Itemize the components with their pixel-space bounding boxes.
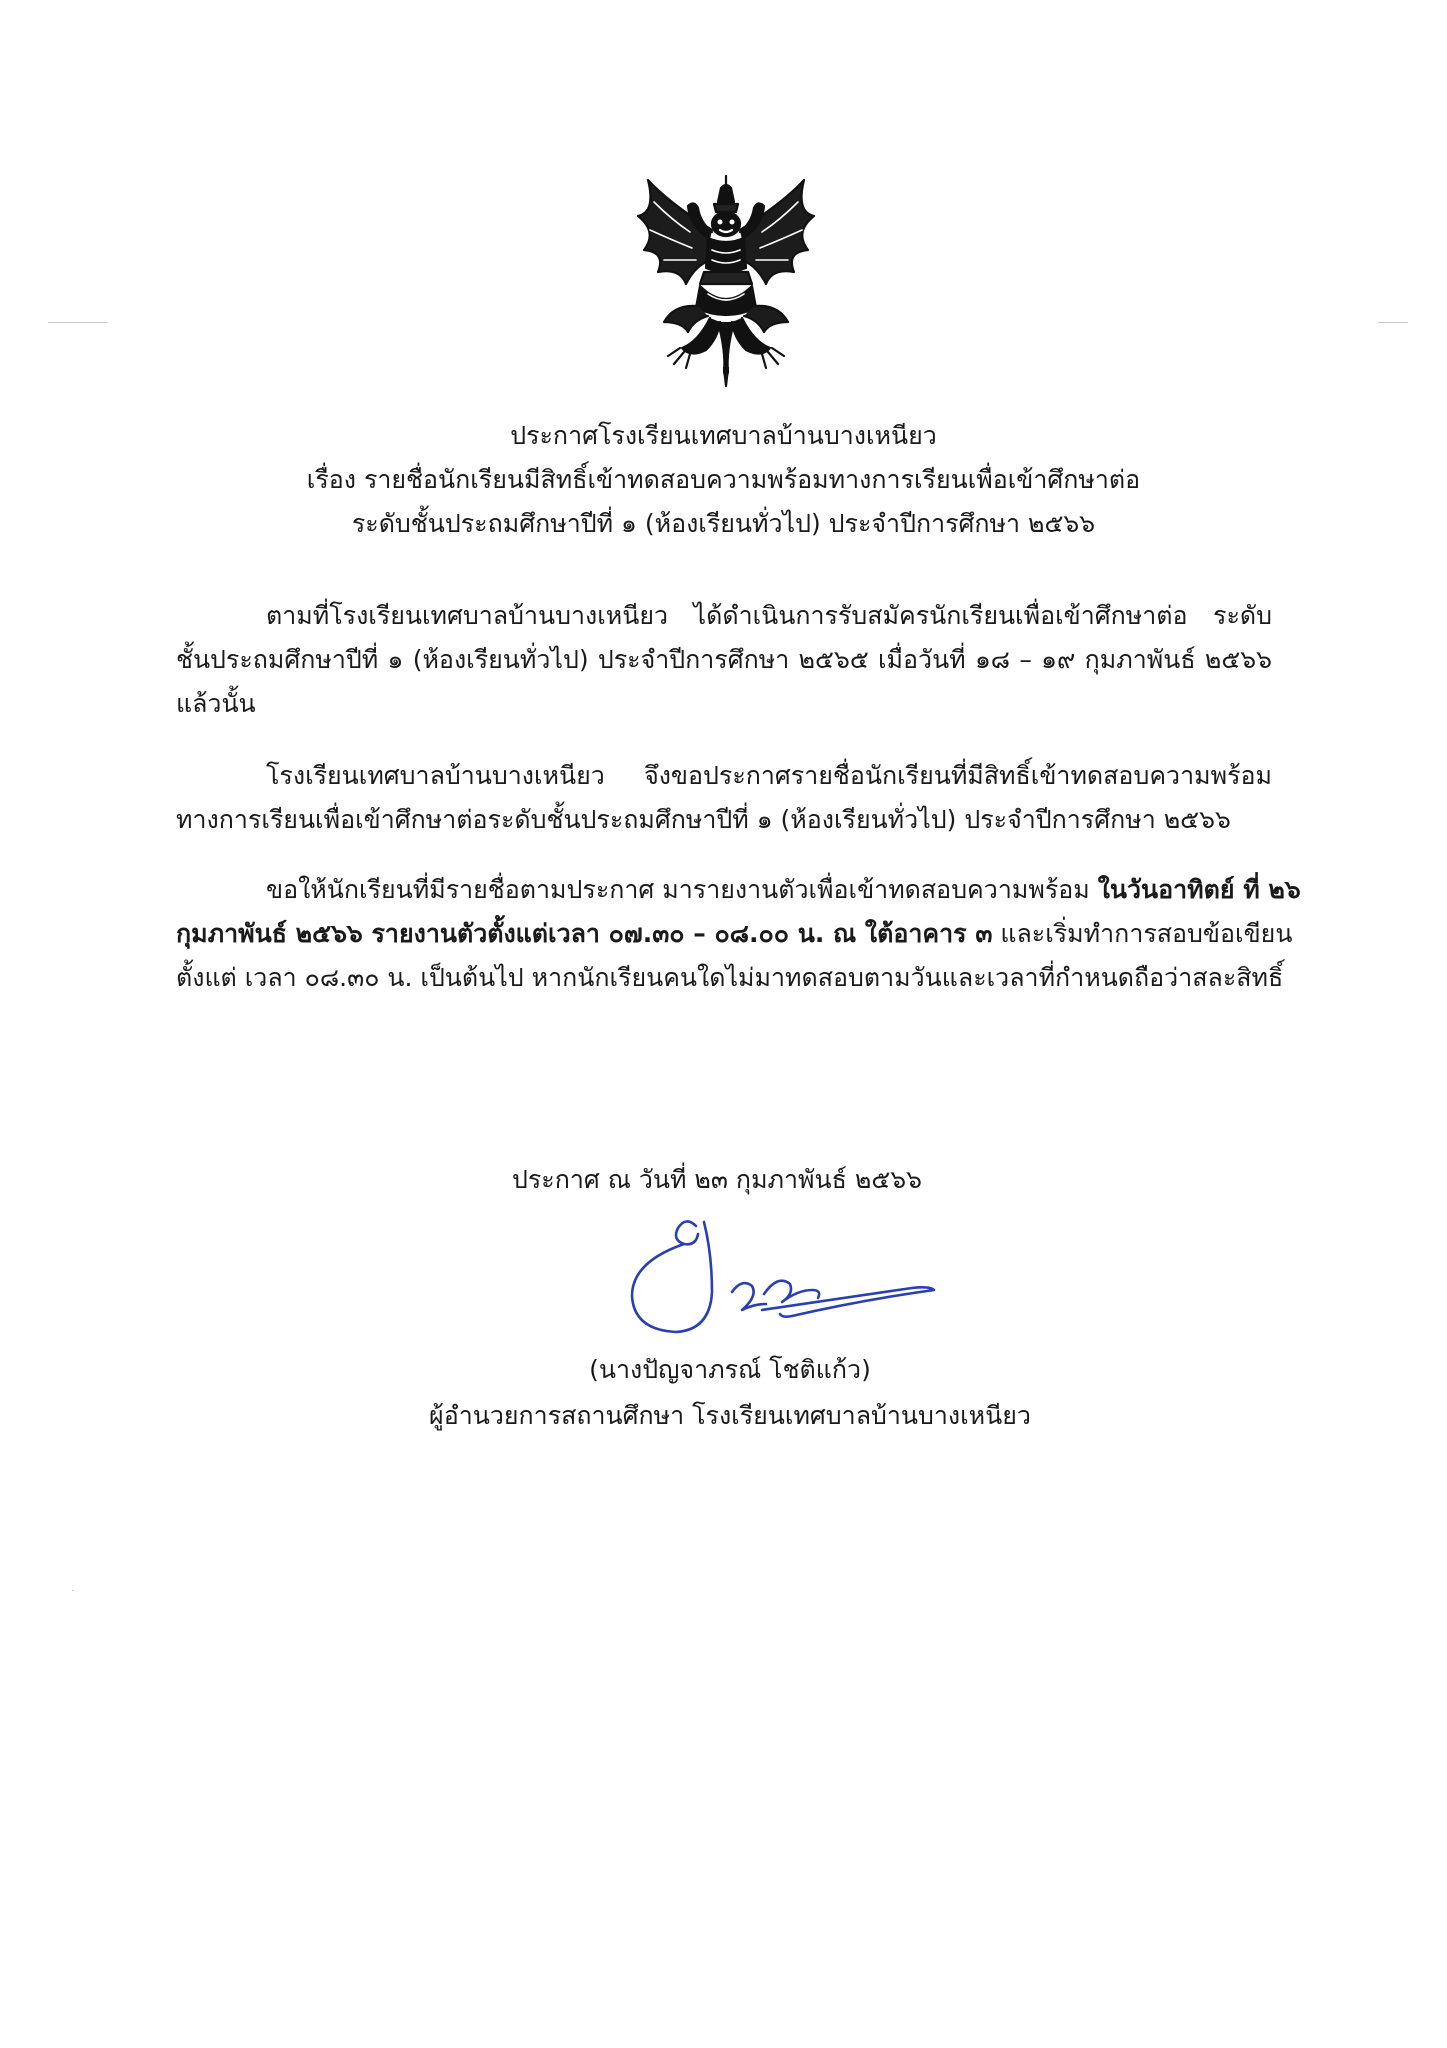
signer-name: (นางปัญจาภรณ์ โชติแก้ว): [589, 1355, 871, 1384]
paragraph-3-line-1: [176, 868, 1301, 912]
paragraph-3-line-1-text: ขอให้นักเรียนที่มีรายชื่อตามประกาศ มารายงานตัวเพื่อเข้าทดสอบความพร้อม: [266, 875, 1098, 904]
scan-speck: [1378, 322, 1408, 323]
scan-speck: [72, 1590, 74, 1591]
paragraph-1-line-2: ชั้นประถมศึกษาปีที่ ๑ (ห้องเรียนทั่วไป) ประจำปีการศึกษา ๒๕๖๕ เมื่อวันที่ ๑๘ – ๑๙ กุมภาพันธ์ ๒๕๖๖: [176, 645, 1272, 674]
paragraph-3: [176, 868, 1301, 1000]
paragraph-3-line-3: ตั้งแต่ เวลา ๐๘.๓๐ น. เป็นต้นไป หากนักเรียนคนใดไม่มาทดสอบตามวันและเวลาที่กำหนดถือว่าสละสิทธิ์: [176, 963, 1284, 992]
header-line-title: ประกาศโรงเรียนเทศบาลบ้านบางเหนียว: [510, 421, 937, 450]
paragraph-3-line-1-emphasis: ในวันอาทิตย์ ที่ ๒๖: [1097, 875, 1301, 904]
announcement-header: [180, 414, 1267, 546]
paragraph-2-line-1: โรงเรียนเทศบาลบ้านบางเหนียว จึงขอประกาศรายชื่อนักเรียนที่มีสิทธิ์เข้าทดสอบความพร้อม: [266, 761, 1272, 790]
paragraph-3-line-2-text: และเริ่มทำการสอบข้อเขียน: [992, 919, 1293, 948]
garuda-emblem-icon: [628, 172, 824, 390]
announcement-date: ประกาศ ณ วันที่ ๒๓ กุมภาพันธ์ ๒๕๖๖: [512, 1165, 922, 1194]
handwritten-signature: [612, 1208, 952, 1338]
signer-title: ผู้อำนวยการสถานศึกษา โรงเรียนเทศบาลบ้านบางเหนียว: [429, 1401, 1031, 1430]
scan-speck: [48, 322, 108, 323]
paragraph-3-line-2: [176, 912, 1293, 956]
paragraph-3-line-2-emphasis: กุมภาพันธ์ ๒๕๖๖ รายงานตัวตั้งแต่เวลา ๐๗.๓๐ – ๐๘.๐๐ น. ณ ใต้อาคาร ๓: [176, 919, 993, 948]
paragraph-1-line-1: ตามที่โรงเรียนเทศบาลบ้านบางเหนียว ได้ดำเนินการรับสมัครนักเรียนเพื่อเข้าศึกษาต่อ ระดับ: [266, 601, 1272, 630]
paragraph-2: [176, 754, 1272, 842]
paragraph-2-line-2: ทางการเรียนเพื่อเข้าศึกษาต่อระดับชั้นประถมศึกษาปีที่ ๑ (ห้องเรียนทั่วไป) ประจำปีการศึกษา ๒๕๖๖: [176, 805, 1231, 834]
paragraph-1-line-3: แล้วนั้น: [176, 689, 256, 718]
header-line-subject: เรื่อง รายชื่อนักเรียนมีสิทธิ์เข้าทดสอบความพร้อมทางการเรียนเพื่อเข้าศึกษาต่อ: [306, 465, 1141, 494]
header-line-level: ระดับชั้นประถมศึกษาปีที่ ๑ (ห้องเรียนทั่วไป) ประจำปีการศึกษา ๒๕๖๖: [351, 509, 1096, 538]
paragraph-1: [176, 594, 1272, 726]
